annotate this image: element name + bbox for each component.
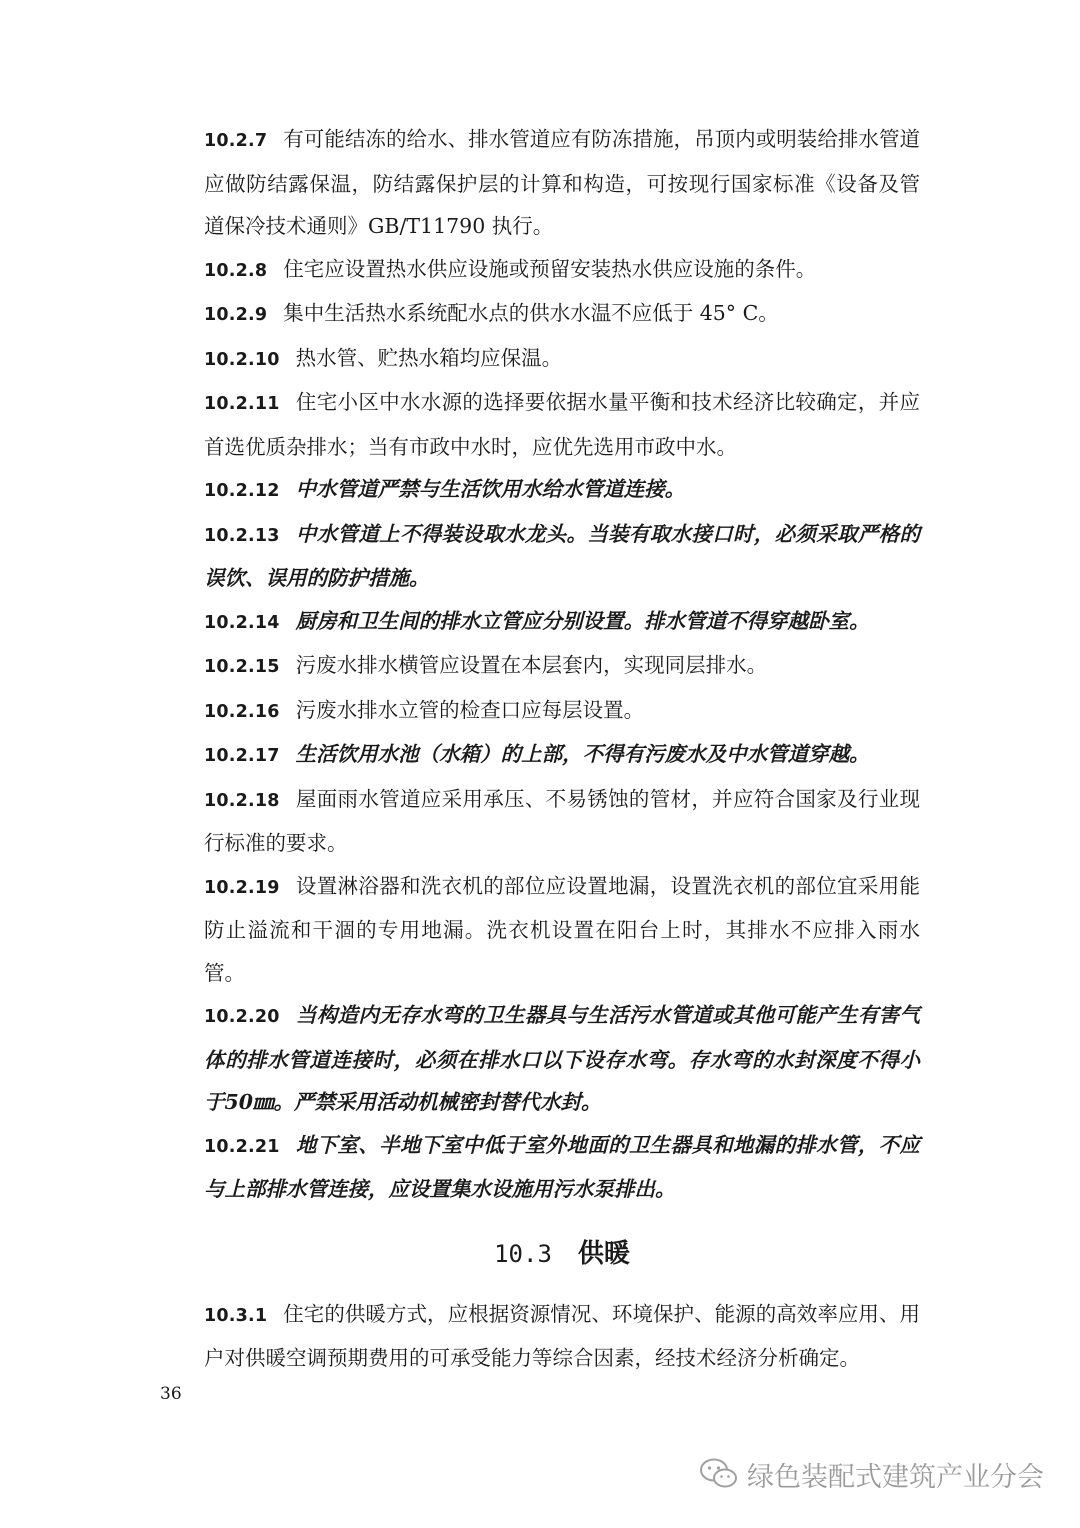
clause-number: 10.2.13 — [204, 525, 280, 546]
clause-number: 10.2.7 — [204, 131, 268, 151]
clause-number: 10.2.10 — [204, 349, 280, 370]
clause-text: 当构造内无存水弯的卫生器具与生活污水管道或其他可能产生有害气体的排水管道连接时，必须在排水口以下设存水弯。存水弯的水封深度不得小于50㎜。严禁采用活动机械密封替代水封。 — [204, 1003, 920, 1114]
clause — [204, 600, 920, 645]
clause — [204, 337, 920, 382]
clause-number: 10.2.14 — [204, 612, 280, 633]
clause — [204, 689, 920, 734]
clause-text: 屋面雨水管道应采用承压、不易锈蚀的管材，并应符合国家及行业现行标准的要求。 — [204, 786, 920, 855]
page-number: 36 — [160, 1384, 182, 1404]
clause-text: 生活饮用水池（水箱）的上部，不得有污废水及中水管道穿越。 — [295, 742, 870, 766]
clause-text: 中水管道上不得装设取水龙头。当装有取水接口时，必须采取严格的误饮、误用的防护措施。 — [204, 521, 920, 590]
page-content — [204, 118, 920, 1380]
clause — [204, 248, 920, 293]
clause-number: 10.2.18 — [204, 790, 280, 811]
clause — [204, 292, 920, 337]
clause-list — [204, 118, 920, 1211]
clause-text: 住宅的供暖方式，应根据资源情况、环境保护、能源的高效率应用、用户对供暖空调预期费用的可承受能力等综合因素，经技术经济分析确定。 — [204, 1301, 920, 1370]
clause-text: 地下室、半地下室中低于室外地面的卫生器具和地漏的排水管，不应与上部排水管连接，应设置集水设施用污水泵排出。 — [204, 1132, 920, 1201]
section-title: 供暖 — [577, 1238, 630, 1269]
clause-text: 有可能结冻的给水、排水管道应有防冻措施，吊顶内或明装给排水管道应做防结露保温，防结露保护层的计算和构造，可按现行国家标准《设备及管道保冷技术通则》GB/T11790 执行。 — [204, 127, 920, 238]
clause-number: 10.2.21 — [204, 1136, 280, 1157]
clause — [204, 118, 920, 248]
clause-number: 10.3.1 — [204, 1305, 268, 1326]
section-heading — [204, 1233, 920, 1275]
clause-text: 设置淋浴器和洗衣机的部位应设置地漏，设置洗衣机的部位宜采用能防止溢流和干涸的专用地漏。洗衣机设置在阳台上时，其排水不应排入雨水管。 — [204, 873, 920, 985]
clause-number: 10.2.20 — [204, 1007, 280, 1027]
clause — [204, 1293, 920, 1380]
clause — [204, 865, 920, 995]
clause-text: 污废水排水横管应设置在本层套内，实现同层排水。 — [295, 653, 768, 677]
clause-number: 10.2.19 — [204, 877, 280, 898]
clause — [204, 468, 920, 513]
watermark — [699, 1452, 1044, 1496]
wechat-icon — [699, 1457, 739, 1491]
clause-number: 10.2.17 — [204, 746, 280, 766]
clause — [204, 733, 920, 778]
clause-list — [204, 1293, 920, 1380]
clause — [204, 778, 920, 865]
clause-number: 10.2.15 — [204, 657, 280, 677]
clause-text: 热水管、贮热水箱均应保温。 — [295, 345, 563, 370]
clause — [204, 1124, 920, 1211]
clause-text: 厨房和卫生间的排水立管应分别设置。排水管道不得穿越卧室。 — [295, 608, 870, 633]
clause — [204, 994, 920, 1124]
clause — [204, 381, 920, 468]
clause-text: 集中生活热水系统配水点的供水水温不应低于 45° C。 — [283, 301, 779, 325]
clause-number: 10.2.16 — [204, 701, 280, 722]
clause-text: 住宅小区中水水源的选择要依据水量平衡和技术经济比较确定，并应首选优质杂排水；当有市政中水时，应优先选用市政中水。 — [204, 390, 920, 459]
clause-number: 10.2.8 — [204, 260, 268, 281]
clause-text: 住宅应设置热水供应设施或预留安装热水供应设施的条件。 — [283, 256, 817, 281]
clause-number: 10.2.11 — [204, 394, 280, 414]
clause — [204, 513, 920, 600]
watermark-text: 绿色装配式建筑产业分会 — [747, 1461, 1044, 1493]
clause-number: 10.2.12 — [204, 481, 280, 501]
clause-text: 中水管道严禁与生活饮用水给水管道连接。 — [295, 477, 686, 501]
section-number: 10.3 — [494, 1239, 552, 1268]
clause — [204, 644, 920, 689]
clause-text: 污废水排水立管的检查口应每层设置。 — [295, 697, 645, 722]
clause-number: 10.2.9 — [204, 305, 268, 325]
